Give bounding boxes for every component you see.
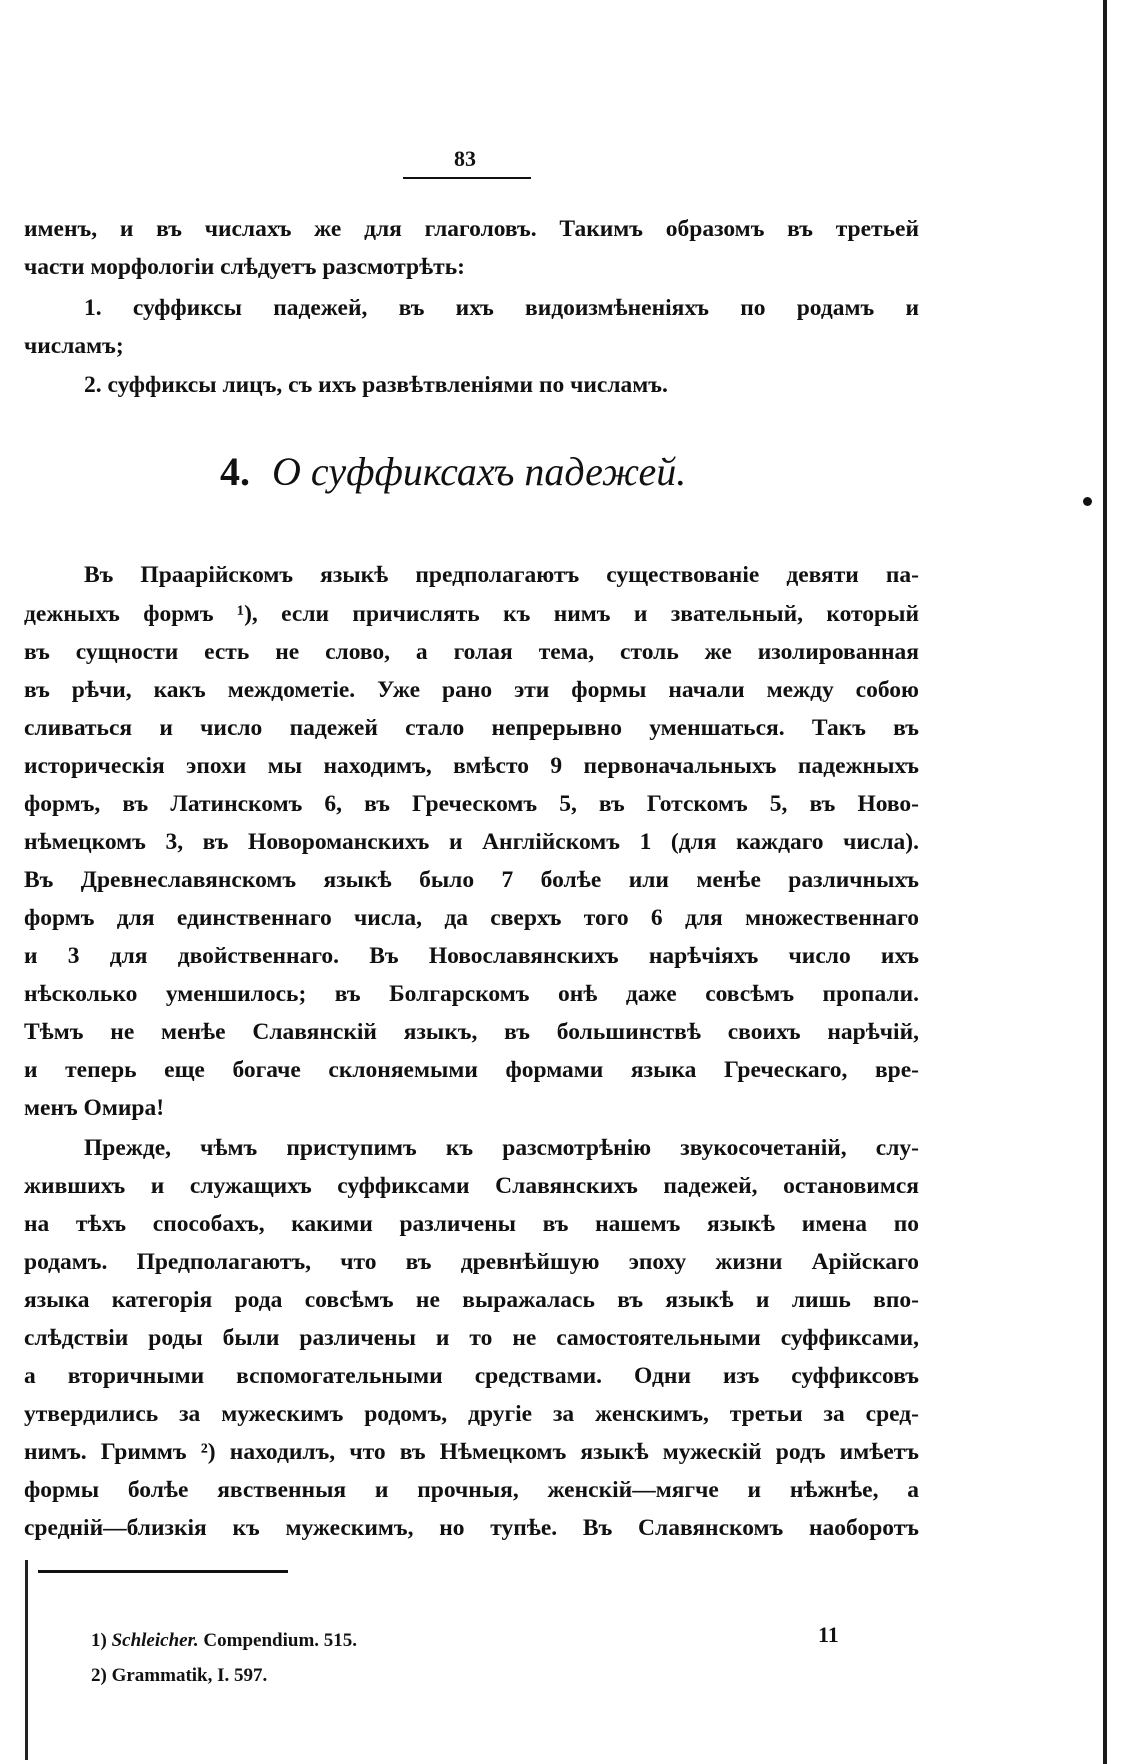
stray-mark xyxy=(1083,497,1092,506)
section-number: 4. xyxy=(220,449,250,494)
paragraph-line: Прежде, чѣмъ приступимъ къ разсмотрѣнію звукосочетаній, слу- xyxy=(84,1135,919,1161)
intro-line: части морфологіи слѣдуетъ разсмотрѣть: xyxy=(24,254,465,280)
paragraph-line: и 3 для двойственнаго. Въ Новославянскихъ нарѣчіяхъ число ихъ xyxy=(24,943,919,969)
signature-mark: 11 xyxy=(818,1622,839,1647)
list-item-1: 1. суффиксы падежей, въ ихъ видоизмѣненіяхъ по родамъ и xyxy=(84,295,919,321)
footnote-1-text: Compendium. 515. xyxy=(203,1630,358,1651)
page-edge-right xyxy=(1103,0,1107,1764)
section-title: О суффиксахъ падежей. xyxy=(272,449,687,494)
paragraph-line: въ рѣчи, какъ междометіе. Уже рано эти формы начали между собою xyxy=(24,677,919,703)
paragraph-line: средній—близкія къ мужескимъ, но тупѣе. Въ Славянскомъ наоборотъ xyxy=(24,1515,919,1541)
intro-line: именъ, и въ числахъ же для глаголовъ. Такимъ образомъ въ третьей xyxy=(24,216,919,242)
page-number-rule xyxy=(403,177,531,179)
paragraph-line: сливаться и число падежей стало непрерывно уменшаться. Такъ въ xyxy=(24,715,919,741)
paragraph-line: нимъ. Гриммъ ²) находилъ, что въ Нѣмецкомъ языкѣ мужескій родъ имѣетъ xyxy=(24,1439,919,1465)
paragraph-line: слѣдствіи роды были различены и то не самостоятельными суффиксами, xyxy=(24,1325,919,1351)
paragraph-line: языка категорія рода совсѣмъ не выражалась въ языкѣ и лишь впо- xyxy=(24,1287,919,1313)
paragraph-line: утвердились за мужескимъ родомъ, другіе за женскимъ, третьи за сред- xyxy=(24,1401,919,1427)
footnote-1 xyxy=(91,1630,357,1652)
paragraph-line: жившихъ и служащихъ суффиксами Славянскихъ падежей, остановимся xyxy=(24,1173,919,1199)
page-edge-left xyxy=(25,1560,28,1760)
paragraph-line: менъ Омира! xyxy=(24,1095,165,1121)
list-item-2: 2. суффиксы лицъ, съ ихъ развѣтвленіями по числамъ. xyxy=(84,372,668,398)
list-item-1-cont: числамъ; xyxy=(24,333,124,359)
paragraph-line: Въ Праарійскомъ языкѣ предполагаютъ существованіе девяти па- xyxy=(84,562,919,588)
paragraph-line: Тѣмъ не менѣе Славянскій языкъ, въ большинствѣ своихъ нарѣчій, xyxy=(24,1019,919,1045)
paragraph-line: въ сущности есть не слово, а голая тема, столь же изолированная xyxy=(24,639,919,665)
footnote-rule xyxy=(38,1570,288,1573)
footnote-1-author: Schleicher. xyxy=(111,1630,199,1651)
paragraph-line: формъ, въ Латинскомъ 6, въ Греческомъ 5, въ Готскомъ 5, въ Ново- xyxy=(24,791,919,817)
paragraph-line: нѣсколько уменшилось; въ Болгарскомъ онѣ даже совсѣмъ пропали. xyxy=(24,981,919,1007)
paragraph-line: родамъ. Предполагаютъ, что въ древнѣйшую эпоху жизни Арійскаго xyxy=(24,1249,919,1275)
footnote-1-marker: 1) xyxy=(91,1630,107,1651)
page-number: 83 xyxy=(454,146,476,171)
paragraph-line: формъ для единственнаго числа, да сверхъ того 6 для множественнаго xyxy=(24,905,919,931)
section-heading xyxy=(220,448,920,495)
paragraph-line: Въ Древнеславянскомъ языкѣ было 7 болѣе или менѣе различныхъ xyxy=(24,867,919,893)
paragraph-line: дежныхъ формъ ¹), если причислять къ нимъ и звательный, который xyxy=(24,601,919,627)
footnote-2: 2) Grammatik, I. 597. xyxy=(91,1665,268,1686)
paragraph-line: историческія эпохи мы находимъ, вмѣсто 9 первоначальныхъ падежныхъ xyxy=(24,753,919,779)
paragraph-line: на тѣхъ способахъ, какими различены въ нашемъ языкѣ имена по xyxy=(24,1211,919,1237)
paragraph-line: а вторичными вспомогательными средствами. Одни изъ суффиксовъ xyxy=(24,1363,919,1389)
paragraph-line: формы болѣе явственныя и прочныя, женскій—мягче и нѣжнѣе, а xyxy=(24,1477,919,1503)
paragraph-line: нѣмецкомъ 3, въ Новороманскихъ и Англійскомъ 1 (для каждаго числа). xyxy=(24,829,919,855)
paragraph-line: и теперь еще богаче склоняемыми формами языка Греческаго, вре- xyxy=(24,1057,919,1083)
